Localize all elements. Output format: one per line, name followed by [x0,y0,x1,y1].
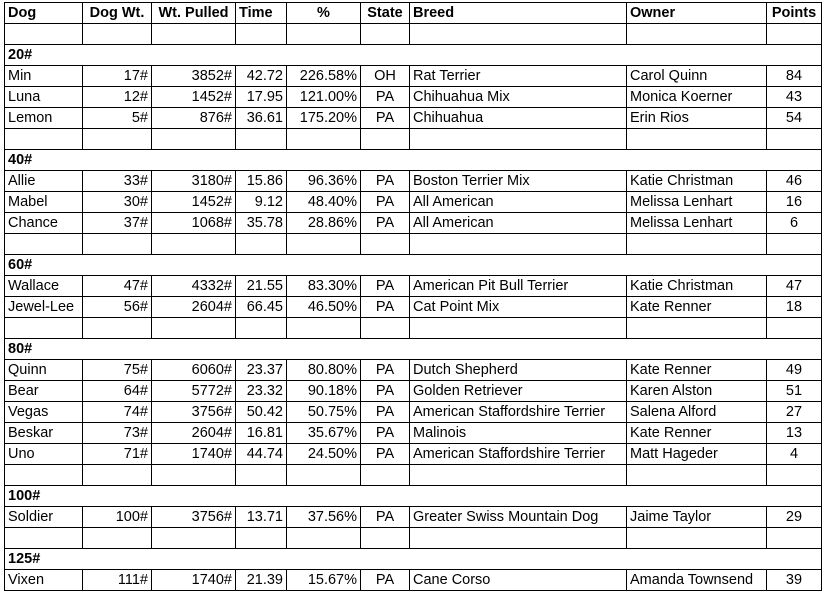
weight-class-label: 60# [5,255,822,276]
empty-cell [361,129,410,150]
empty-cell [410,465,627,486]
cell-owner: Erin Rios [627,108,767,129]
cell-points: 49 [767,360,822,381]
empty-cell [767,528,822,549]
empty-cell [287,528,361,549]
empty-cell [5,129,83,150]
cell-dog-weight: 47# [83,276,152,297]
cell-owner: Kate Renner [627,360,767,381]
cell-owner: Salena Alford [627,402,767,423]
table-row [5,381,822,402]
cell-weight-pulled: 3852# [152,66,236,87]
cell-points: 13 [767,423,822,444]
cell-points: 43 [767,87,822,108]
empty-cell [236,528,287,549]
cell-percent: 46.50% [287,297,361,318]
empty-cell [5,24,83,45]
cell-dog: Quinn [5,360,83,381]
empty-cell [627,465,767,486]
cell-dog-weight: 74# [83,402,152,423]
cell-breed: Rat Terrier [410,66,627,87]
cell-points: 47 [767,276,822,297]
cell-dog: Wallace [5,276,83,297]
cell-time: 36.61 [236,108,287,129]
cell-state: PA [361,87,410,108]
empty-cell [236,234,287,255]
empty-cell [83,318,152,339]
empty-cell [287,465,361,486]
cell-breed: American Pit Bull Terrier [410,276,627,297]
header-state: State [361,3,410,24]
cell-owner: Melissa Lenhart [627,192,767,213]
results-table [4,2,822,591]
header-dog-weight: Dog Wt. [83,3,152,24]
empty-cell [287,234,361,255]
cell-dog: Beskar [5,423,83,444]
empty-cell [236,129,287,150]
cell-breed: All American [410,213,627,234]
cell-time: 13.71 [236,507,287,528]
cell-breed: Chihuahua Mix [410,87,627,108]
cell-dog-weight: 37# [83,213,152,234]
cell-time: 23.37 [236,360,287,381]
cell-time: 9.12 [236,192,287,213]
weight-class-label: 40# [5,150,822,171]
cell-points: 46 [767,171,822,192]
cell-percent: 50.75% [287,402,361,423]
weight-class-label: 100# [5,486,822,507]
cell-dog-weight: 64# [83,381,152,402]
cell-state: PA [361,444,410,465]
weight-class-row [5,486,822,507]
empty-cell [83,234,152,255]
empty-cell [152,465,236,486]
spacer-row [5,129,822,150]
empty-cell [767,318,822,339]
cell-dog: Soldier [5,507,83,528]
cell-time: 21.55 [236,276,287,297]
weight-class-row [5,45,822,66]
cell-owner: Carol Quinn [627,66,767,87]
cell-owner: Katie Christman [627,171,767,192]
empty-cell [361,528,410,549]
cell-breed: Dutch Shepherd [410,360,627,381]
cell-weight-pulled: 3756# [152,402,236,423]
empty-cell [152,318,236,339]
table-row [5,66,822,87]
empty-cell [236,465,287,486]
empty-cell [627,318,767,339]
cell-state: PA [361,360,410,381]
cell-percent: 90.18% [287,381,361,402]
spacer-row [5,318,822,339]
empty-cell [627,24,767,45]
cell-time: 23.32 [236,381,287,402]
empty-cell [152,528,236,549]
cell-time: 15.86 [236,171,287,192]
cell-points: 84 [767,66,822,87]
cell-dog: Mabel [5,192,83,213]
cell-dog: Chance [5,213,83,234]
empty-cell [361,234,410,255]
cell-time: 35.78 [236,213,287,234]
cell-breed: Cat Point Mix [410,297,627,318]
weight-class-row [5,255,822,276]
cell-percent: 15.67% [287,570,361,591]
cell-weight-pulled: 1068# [152,213,236,234]
table-row [5,402,822,423]
table-row [5,444,822,465]
cell-state: PA [361,381,410,402]
table-row [5,360,822,381]
cell-percent: 37.56% [287,507,361,528]
results-body [5,24,822,591]
weight-class-label: 125# [5,549,822,570]
header-percent: % [287,3,361,24]
cell-percent: 80.80% [287,360,361,381]
empty-cell [83,465,152,486]
cell-state: OH [361,66,410,87]
empty-cell [5,234,83,255]
cell-time: 44.74 [236,444,287,465]
empty-cell [83,129,152,150]
cell-owner: Kate Renner [627,423,767,444]
cell-percent: 96.36% [287,171,361,192]
cell-percent: 175.20% [287,108,361,129]
cell-percent: 28.86% [287,213,361,234]
cell-breed: All American [410,192,627,213]
cell-breed: Golden Retriever [410,381,627,402]
cell-dog-weight: 17# [83,66,152,87]
cell-owner: Katie Christman [627,276,767,297]
cell-weight-pulled: 1452# [152,87,236,108]
table-row [5,213,822,234]
cell-dog-weight: 73# [83,423,152,444]
cell-dog-weight: 71# [83,444,152,465]
cell-points: 39 [767,570,822,591]
spacer-row [5,465,822,486]
weight-class-row [5,150,822,171]
empty-cell [767,234,822,255]
table-row [5,171,822,192]
cell-time: 21.39 [236,570,287,591]
cell-dog-weight: 33# [83,171,152,192]
cell-weight-pulled: 6060# [152,360,236,381]
cell-state: PA [361,108,410,129]
cell-weight-pulled: 876# [152,108,236,129]
spacer-row [5,24,822,45]
cell-owner: Karen Alston [627,381,767,402]
cell-dog: Uno [5,444,83,465]
cell-percent: 121.00% [287,87,361,108]
empty-cell [5,465,83,486]
cell-weight-pulled: 2604# [152,423,236,444]
spacer-row [5,528,822,549]
empty-cell [361,24,410,45]
cell-breed: Boston Terrier Mix [410,171,627,192]
cell-weight-pulled: 3180# [152,171,236,192]
empty-cell [152,234,236,255]
empty-cell [236,24,287,45]
empty-cell [767,129,822,150]
cell-dog: Bear [5,381,83,402]
cell-owner: Matt Hageder [627,444,767,465]
cell-percent: 226.58% [287,66,361,87]
cell-state: PA [361,570,410,591]
empty-cell [287,129,361,150]
table-row [5,507,822,528]
empty-cell [5,318,83,339]
empty-cell [767,465,822,486]
cell-dog-weight: 5# [83,108,152,129]
empty-cell [410,528,627,549]
cell-dog-weight: 30# [83,192,152,213]
cell-percent: 35.67% [287,423,361,444]
cell-dog-weight: 111# [83,570,152,591]
cell-breed: Greater Swiss Mountain Dog [410,507,627,528]
cell-owner: Jaime Taylor [627,507,767,528]
cell-points: 54 [767,108,822,129]
empty-cell [627,129,767,150]
table-row [5,297,822,318]
cell-state: PA [361,297,410,318]
cell-state: PA [361,171,410,192]
cell-time: 50.42 [236,402,287,423]
weight-class-label: 80# [5,339,822,360]
weight-class-row [5,549,822,570]
table-row [5,570,822,591]
cell-breed: Cane Corso [410,570,627,591]
cell-percent: 48.40% [287,192,361,213]
weight-class-row [5,339,822,360]
cell-state: PA [361,192,410,213]
cell-percent: 83.30% [287,276,361,297]
table-row [5,276,822,297]
cell-breed: American Staffordshire Terrier [410,402,627,423]
cell-time: 17.95 [236,87,287,108]
cell-dog: Vegas [5,402,83,423]
cell-state: PA [361,507,410,528]
empty-cell [410,234,627,255]
cell-state: PA [361,423,410,444]
cell-percent: 24.50% [287,444,361,465]
cell-time: 42.72 [236,66,287,87]
cell-state: PA [361,213,410,234]
cell-dog-weight: 12# [83,87,152,108]
empty-cell [236,318,287,339]
cell-weight-pulled: 1740# [152,444,236,465]
cell-weight-pulled: 3756# [152,507,236,528]
cell-owner: Amanda Townsend [627,570,767,591]
empty-cell [152,24,236,45]
header-weight-pulled: Wt. Pulled [152,3,236,24]
cell-points: 51 [767,381,822,402]
empty-cell [287,24,361,45]
table-row [5,192,822,213]
cell-points: 6 [767,213,822,234]
weight-class-label: 20# [5,45,822,66]
cell-points: 16 [767,192,822,213]
empty-cell [767,24,822,45]
empty-cell [361,318,410,339]
cell-dog-weight: 56# [83,297,152,318]
header-row [5,3,822,24]
cell-points: 29 [767,507,822,528]
cell-weight-pulled: 1452# [152,192,236,213]
table-row [5,423,822,444]
cell-points: 4 [767,444,822,465]
cell-time: 16.81 [236,423,287,444]
cell-dog: Lemon [5,108,83,129]
empty-cell [361,465,410,486]
table-row [5,87,822,108]
cell-points: 27 [767,402,822,423]
cell-dog-weight: 75# [83,360,152,381]
cell-weight-pulled: 4332# [152,276,236,297]
cell-owner: Melissa Lenhart [627,213,767,234]
cell-weight-pulled: 5772# [152,381,236,402]
header-owner: Owner [627,3,767,24]
cell-state: PA [361,402,410,423]
header-dog: Dog [5,3,83,24]
empty-cell [410,24,627,45]
empty-cell [627,528,767,549]
cell-dog: Allie [5,171,83,192]
cell-dog: Luna [5,87,83,108]
cell-dog: Jewel-Lee [5,297,83,318]
table-row [5,108,822,129]
empty-cell [152,129,236,150]
cell-weight-pulled: 2604# [152,297,236,318]
empty-cell [5,528,83,549]
cell-dog-weight: 100# [83,507,152,528]
empty-cell [410,318,627,339]
header-breed: Breed [410,3,627,24]
empty-cell [287,318,361,339]
cell-owner: Kate Renner [627,297,767,318]
header-points: Points [767,3,822,24]
cell-owner: Monica Koerner [627,87,767,108]
empty-cell [83,528,152,549]
cell-points: 18 [767,297,822,318]
cell-breed: Malinois [410,423,627,444]
cell-state: PA [361,276,410,297]
spacer-row [5,234,822,255]
cell-weight-pulled: 1740# [152,570,236,591]
cell-breed: American Staffordshire Terrier [410,444,627,465]
cell-dog: Min [5,66,83,87]
cell-dog: Vixen [5,570,83,591]
empty-cell [410,129,627,150]
header-time: Time [236,3,287,24]
empty-cell [83,24,152,45]
cell-breed: Chihuahua [410,108,627,129]
cell-time: 66.45 [236,297,287,318]
empty-cell [627,234,767,255]
